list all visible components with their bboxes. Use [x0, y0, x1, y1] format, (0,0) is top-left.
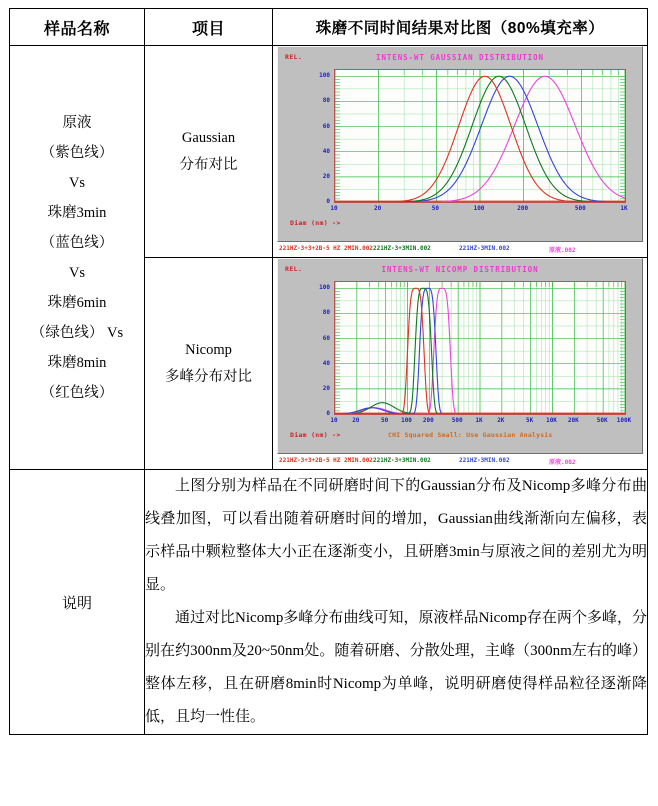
x-axis-tick: 200	[422, 417, 434, 424]
nicomp-distribution-plot	[277, 258, 643, 454]
sample-line: 珠磨8min	[47, 354, 107, 371]
y-axis-tick: 60	[322, 334, 330, 342]
note-paragraph: 通过对比Nicomp多峰分布曲线可知，原液样品Nicomp存在两个多峰，分别在约300nm及20~50nm处。随着研磨、分散处理，主峰（300nm左右的峰）整体左移，且在研磨8min时Nicomp为单峰，说明研磨使得样品粒径逐渐降低，且均一性佳。	[145, 610, 647, 725]
legend-item: 221HZ-3MIN.002	[459, 457, 510, 464]
header-sample-name: 样品名称	[10, 9, 145, 46]
sample-line: （绿色线） Vs	[30, 324, 124, 341]
header-chart: 珠磨不同时间结果对比图（80%填充率）	[273, 9, 648, 46]
plot-title: INTENS-WT GAUSSIAN DISTRIBUTION	[376, 53, 544, 62]
x-axis-tick: 50	[431, 205, 439, 212]
x-axis-tick: 100K	[616, 417, 632, 424]
item-label-line2: 分布对比	[179, 156, 238, 173]
y-axis-tick: 0	[326, 198, 330, 205]
x-axis-label: Diam (nm) ->	[290, 431, 341, 439]
legend-item: 221HZ-3+3+2B-5 HZ 2MIN.002	[279, 245, 373, 252]
note-text-cell	[145, 470, 648, 735]
chi-squared-note: CHI Squared Small: Use Gaussian Analysis	[388, 431, 553, 439]
plot-title: INTENS-WT NICOMP DISTRIBUTION	[381, 265, 539, 274]
item-cell-gaussian	[145, 46, 273, 258]
chart-cell-nicomp	[273, 258, 648, 470]
note-paragraph: 上图分别为样品在不同研磨时间下的Gaussian分布及Nicomp多峰分布曲线叠加图，可以看出随着研磨时间的增加，Gaussian曲线渐渐向左偏移，表示样品中颗粒整体大小正在逐渐变小，且研磨3min与原液之间的差别尤为明显。	[145, 478, 647, 593]
x-axis-tick: 500	[574, 205, 586, 212]
sample-name-cell	[10, 46, 145, 470]
sample-line: Vs	[68, 264, 86, 281]
x-axis-tick: 1K	[620, 205, 628, 212]
item-cell-nicomp	[145, 258, 273, 470]
sample-line: 珠磨6min	[47, 294, 107, 311]
x-axis-tick: 10	[330, 417, 338, 424]
x-axis-tick: 50K	[596, 417, 608, 424]
x-axis-tick: 10K	[546, 417, 557, 424]
x-axis-tick: 20K	[567, 417, 579, 424]
note-label-cell: 说明	[10, 470, 145, 735]
x-axis-tick: 100	[473, 205, 485, 212]
table-row-gaussian	[10, 46, 648, 258]
sample-line: Vs	[68, 174, 86, 191]
plot-frame	[334, 281, 626, 415]
plot-legend	[277, 455, 643, 469]
y-axis-tick: 20	[322, 172, 330, 180]
chart-cell-gaussian	[273, 46, 648, 258]
sample-line: 原液	[62, 114, 92, 131]
y-axis-tick: 60	[322, 122, 330, 130]
gaussian-distribution-plot	[277, 46, 643, 242]
comparison-table	[9, 8, 648, 735]
plot-legend	[277, 243, 643, 257]
y-axis-tick: 100	[319, 72, 330, 80]
x-axis-tick: 100	[401, 417, 412, 424]
x-axis-tick: 20	[352, 417, 360, 424]
sample-line: 珠磨3min	[47, 204, 107, 221]
legend-item: 221HZ-3+3MIN.002	[373, 245, 431, 252]
y-axis-tick: 100	[319, 284, 330, 292]
plot-frame	[334, 69, 626, 203]
y-axis-tick: 80	[322, 309, 330, 317]
x-axis-tick: 5K	[526, 417, 534, 424]
item-label-line1: Gaussian	[181, 129, 236, 146]
sample-line: （蓝色线）	[40, 234, 114, 251]
document-page	[0, 8, 658, 806]
legend-item: 221HZ-3+3MIN.002	[373, 457, 431, 464]
x-axis-tick: 20	[374, 205, 382, 212]
item-label-line1: Nicomp	[185, 341, 232, 358]
plot-rel-label: REL.	[285, 265, 303, 273]
legend-item: 221HZ-3+3+2B-5 HZ 2MIN.002	[279, 457, 373, 464]
y-axis-tick: 80	[322, 97, 330, 105]
x-axis-tick: 1K	[475, 417, 483, 424]
y-axis-tick: 0	[326, 410, 330, 417]
legend-item: 原液.002	[549, 459, 576, 466]
plot-rel-label: REL.	[285, 53, 303, 61]
table-row-note	[10, 470, 648, 735]
y-axis-tick: 40	[322, 147, 330, 155]
x-axis-label: Diam (nm) ->	[290, 219, 341, 227]
y-axis-tick: 20	[322, 384, 330, 392]
item-label-line2: 多峰分布对比	[165, 368, 252, 385]
x-axis-tick: 500	[451, 417, 463, 424]
legend-item: 原液.002	[549, 247, 576, 254]
x-axis-tick: 200	[517, 205, 529, 212]
y-axis-tick: 40	[322, 359, 330, 367]
legend-item: 221HZ-3MIN.002	[459, 245, 510, 252]
x-axis-tick: 50	[381, 417, 389, 424]
x-axis-tick: 2K	[497, 417, 505, 424]
sample-line: （紫色线）	[40, 144, 114, 161]
x-axis-tick: 10	[330, 205, 338, 212]
table-header-row	[10, 9, 648, 46]
sample-line: （红色线）	[40, 384, 114, 401]
header-item: 项目	[145, 9, 273, 46]
